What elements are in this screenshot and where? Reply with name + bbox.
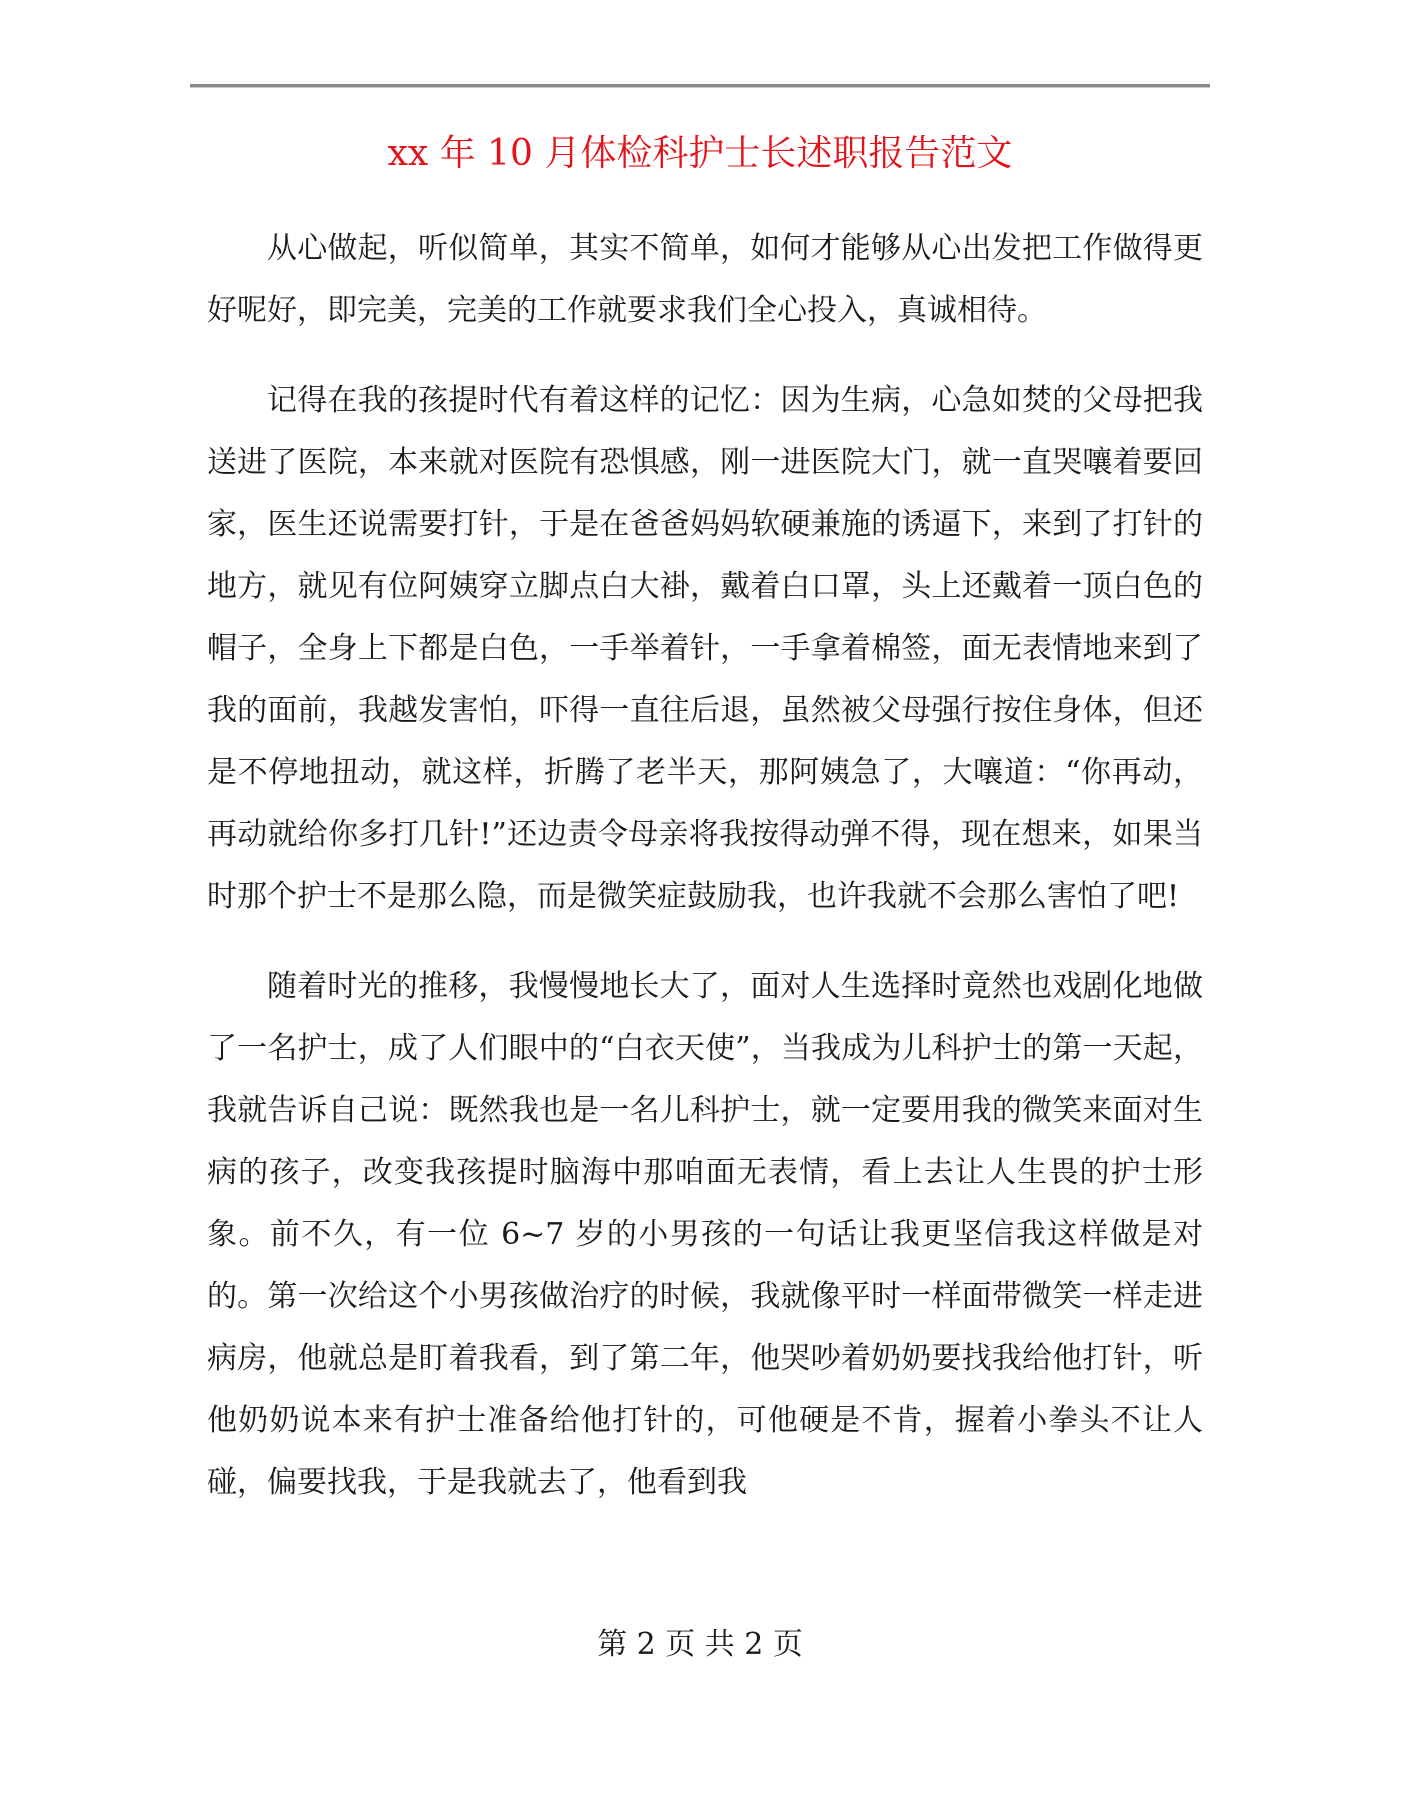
page-number-footer: 第 2 页 共 2 页 (597, 1627, 803, 1662)
paragraph-2: 记得在我的孩提时代有着这样的记忆：因为生病，心急如焚的父母把我送进了医院，本来就对医院有恐惧感，刚一进医院大门，就一直哭嚷着要回家，医生还说需要打针，于是在爸爸妈妈软硬兼施的诱逼下，来到了打针的地方，就见有位阿姨穿立脚点白大褂，戴着白口罩，头上还戴着一顶白色的帽子，全身上下都是白色，一手举着针，一手拿着棉签，面无表情地来到了我的面前，我越发害怕，吓得一直往后退，虽然被父母强行按住身体，但还是不停地扭动，就这样，折腾了老半天，那阿姨急了，大嚷道：“你再动，再动就给你多打几针!”还边责令母亲将我按得动弹不得，现在想来，如果当时那个护士不是那么隐，而是微笑症鼓励我，也许我就不会那么害怕了吧! (207, 383, 1203, 914)
document-body (207, 218, 1203, 1542)
paragraph-3: 随着时光的推移，我慢慢地长大了，面对人生选择时竟然也戏剧化地做了一名护士，成了人们眼中的“白衣天使”，当我成为儿科护士的第一天起，我就告诉自己说：既然我也是一名儿科护士，就一定要用我的微笑来面对生病的孩子，改变我孩提时脑海中那咱面无表情，看上去让人生畏的护士形象。前不久，有一位 6~7 岁的小男孩的一句话让我更坚信我这样做是对的。第一次给这个小男孩做治疗的时候，我就像平时一样面带微笑一样走进病房，他就总是盯着我看，到了第二年，他哭吵着奶奶要找我给他打针，听他奶奶说本来有护士准备给他打针的，可他硬是不肯，握着小拳头不让人碰，偏要找我，于是我就去了，他看到我 (207, 969, 1203, 1500)
document-title: xx 年 10 月体检科护士长述职报告范文 (387, 133, 1013, 174)
header-rule (190, 84, 1210, 88)
paragraph-1: 从心做起，听似简单，其实不简单，如何才能够从心出发把工作做得更好呢好，即完美，完美的工作就要求我们全心投入，真诚相待。 (207, 231, 1203, 328)
